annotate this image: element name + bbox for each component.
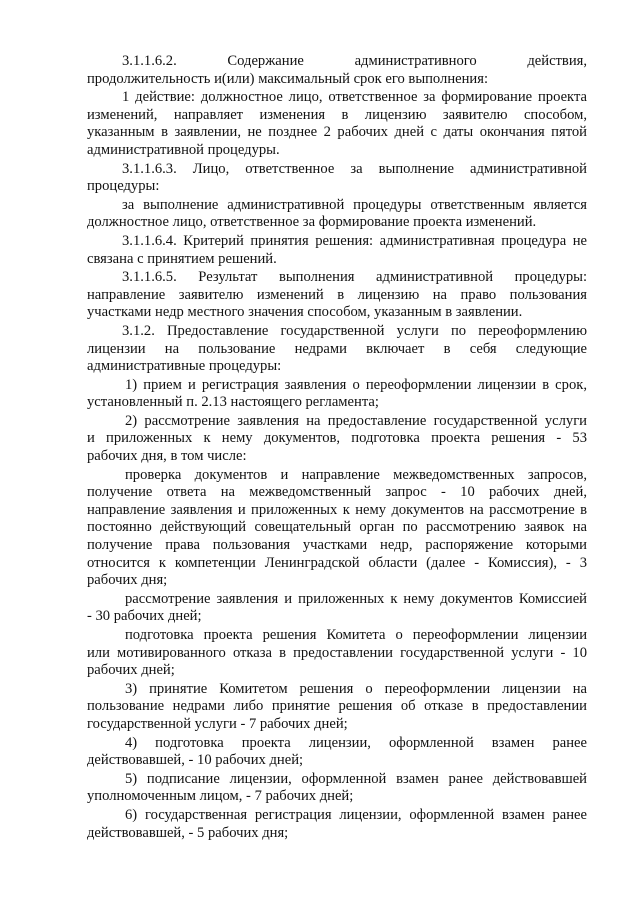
paragraph	[87, 681, 587, 734]
text-line: подготовка проекта решения Комитета о переоформлении лицензии	[125, 627, 587, 643]
paragraph	[87, 591, 587, 626]
text-line: или мотивированного отказа в предоставлении государственной услуги - 10	[87, 644, 587, 661]
text-line: 4) подготовка проекта лицензии, оформленной взамен ранее	[125, 734, 587, 751]
text-line: административные процедуры:	[87, 358, 282, 375]
text-line: 1 действие: должностное лицо, ответственное за формирование проекта	[122, 89, 587, 106]
text-line: за выполнение административной процедуры ответственным является	[122, 196, 587, 213]
paragraph	[87, 467, 587, 590]
text-line: должностное лицо, ответственное за формирование проекта изменений.	[87, 214, 537, 231]
paragraph	[87, 627, 587, 680]
text-line: направление заявителю изменений в лицензию на право пользования	[87, 286, 587, 303]
text-line: получение ответа на межведомственный запрос - 10 рабочих дней,	[87, 484, 587, 501]
text-line: указанным в заявлении, не позднее 2 рабочих дней с даты окончания пятой	[87, 124, 587, 141]
text-line: 3) принятие Комитетом решения о переоформлении лицензии на	[125, 680, 587, 697]
text-line: относится к компетенции Ленинградской области (далее - Комиссия), - 3	[87, 554, 587, 571]
text-line: 3.1.1.6.4. Критерий принятия решения: административная процедура не	[122, 232, 587, 249]
text-line: 1) прием и регистрация заявления о переоформлении лицензии в срок,	[125, 376, 587, 393]
text-line: процедуры:	[87, 178, 160, 195]
text-line: 3.1.1.6.3. Лицо, ответственное за выполнение административной	[122, 160, 587, 177]
text-line: уполномоченным лицом, - 7 рабочих дней;	[87, 788, 354, 805]
paragraph	[87, 323, 587, 376]
paragraph	[87, 413, 587, 466]
document-page	[87, 53, 587, 843]
text-line: - 30 рабочих дней;	[87, 608, 202, 625]
text-line: действовавшей, - 10 рабочих дней;	[87, 752, 304, 769]
text-line: 5) подписание лицензии, оформленной взамен ранее действовавшей	[125, 770, 587, 787]
paragraph	[87, 53, 587, 88]
text-line: связана с принятием решений.	[87, 250, 277, 267]
paragraph	[87, 735, 587, 770]
text-line: действовавшей, - 5 рабочих дня;	[87, 824, 289, 841]
text-line: продолжительность и(или) максимальный срок его выполнения:	[87, 70, 488, 87]
text-line: административной процедуры.	[87, 141, 280, 158]
text-line: государственной услуги - 7 рабочих дней;	[87, 715, 348, 732]
paragraph	[87, 269, 587, 322]
text-line: и приложенных к нему документов, подготовка проекта решения - 53	[87, 430, 587, 447]
text-line: 2) рассмотрение заявления на предоставление государственной услуги	[125, 412, 587, 429]
text-line: 6) государственная регистрация лицензии, оформленной взамен ранее	[125, 806, 587, 823]
text-line: направление заявления и приложенных к нему документов на рассмотрение в	[87, 501, 587, 518]
paragraph	[87, 197, 587, 232]
text-line: получение права пользования участками недр, распоряжение которыми	[87, 537, 587, 554]
text-line: 3.1.1.6.5. Результат выполнения административной процедуры:	[122, 269, 587, 286]
text-line: рабочих дня;	[87, 572, 168, 589]
text-line: 3.1.1.6.2. Содержание административного действия,	[122, 53, 587, 69]
text-line: 3.1.2. Предоставление государственной услуги по переоформлению	[122, 322, 587, 339]
paragraph	[87, 771, 587, 806]
text-line: рабочих дней;	[87, 662, 175, 679]
text-line: изменений, направляет изменения в лицензию заявителю способом,	[87, 106, 587, 123]
text-line: участками недр местного значения способом, указанным в заявлении.	[87, 304, 523, 321]
text-line: проверка документов и направление межведомственных запросов,	[125, 466, 587, 483]
text-line: рассмотрение заявления и приложенных к нему документов Комиссией	[125, 590, 587, 607]
paragraph	[87, 161, 587, 196]
text-line: рабочих дня, в том числе:	[87, 448, 247, 465]
text-line: пользование недрами либо принятие решения об отказе в предоставлении	[87, 698, 587, 715]
text-line: установленный п. 2.13 настоящего регламента;	[87, 394, 379, 411]
paragraph	[87, 377, 587, 412]
text-line: постоянно действующий совещательный орган по рассмотрению заявок на	[87, 519, 587, 536]
text-line: лицензии на пользование недрами включает в себя следующие	[87, 340, 587, 357]
paragraph	[87, 807, 587, 842]
paragraph	[87, 233, 587, 268]
paragraph	[87, 89, 587, 159]
